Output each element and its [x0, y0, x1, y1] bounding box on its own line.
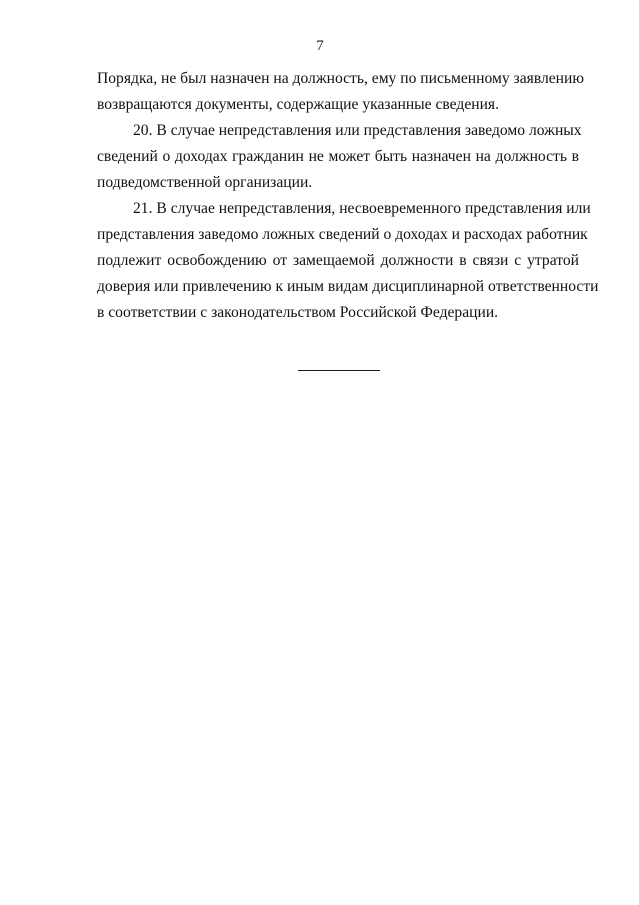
text-line: подлежит освобождению от замещаемой должности в связи с утратой: [97, 252, 579, 269]
text-line: представления заведомо ложных сведений о доходах и расходах работник: [97, 226, 588, 243]
paragraph-continuation: [97, 66, 585, 118]
text-line: возвращаются документы, содержащие указанные сведения.: [97, 96, 500, 113]
text-line: доверия или привлечению к иным видам дисциплинарной ответственности: [97, 278, 599, 295]
text-line: подведомственной организации.: [97, 174, 313, 191]
text-line: 20. В случае непредставления или представления заведомо ложных: [133, 122, 582, 139]
text-line: Порядка, не был назначен на должность, ему по письменному заявлению: [97, 70, 585, 87]
text-line: 21. В случае непредставления, несвоевременного представления или: [133, 200, 591, 217]
text-line: в соответствии с законодательством Российской Федерации.: [97, 304, 499, 321]
end-of-document-rule: [298, 370, 380, 371]
paragraph-20: [97, 118, 582, 196]
paragraph-21: [97, 196, 599, 326]
page-number: 7: [316, 38, 324, 54]
text-line: сведений о доходах гражданин не может быть назначен на должность в: [97, 148, 579, 165]
document-body: [97, 66, 599, 326]
